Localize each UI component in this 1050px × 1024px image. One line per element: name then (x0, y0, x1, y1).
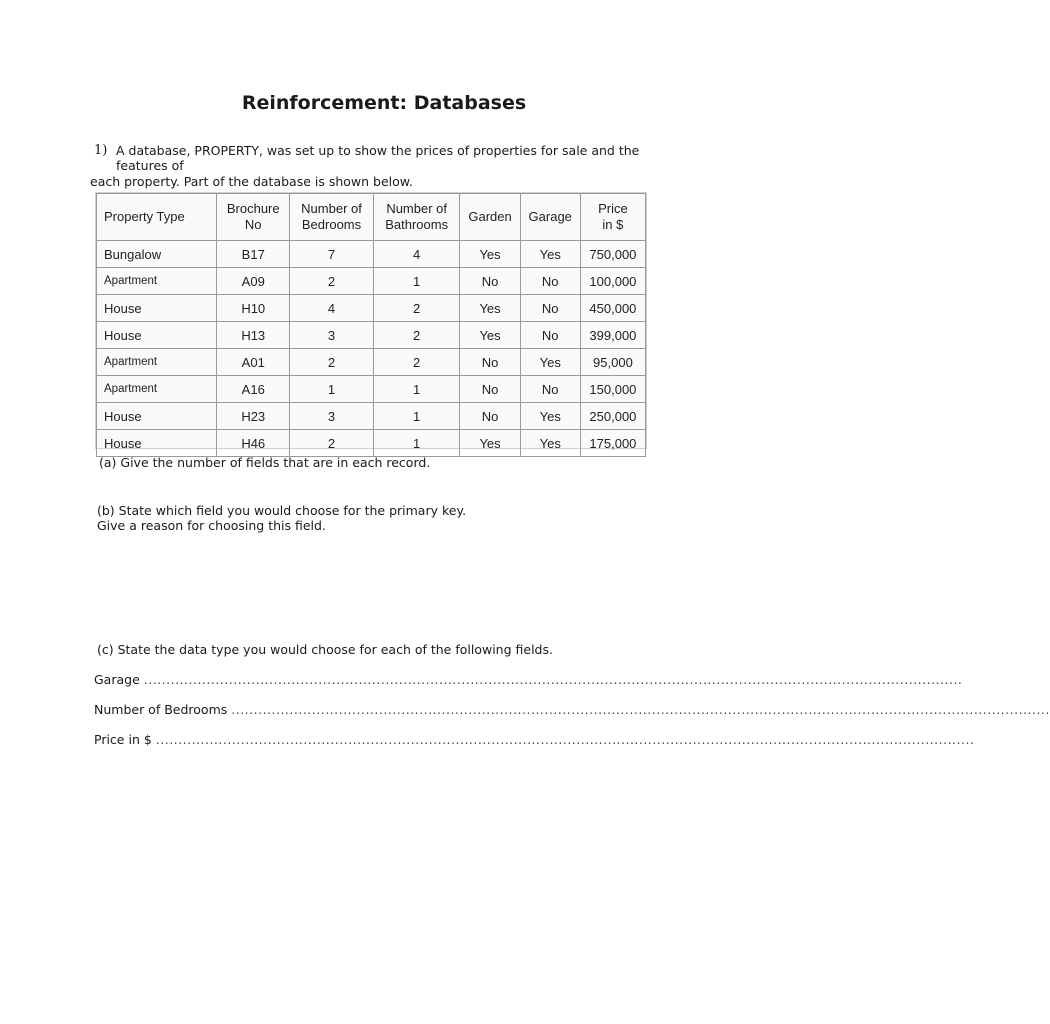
table-cell: No (520, 268, 580, 295)
table-cell: House (97, 295, 217, 322)
table-cell: 4 (373, 241, 460, 268)
table-cell: H46 (217, 430, 290, 457)
table-cell: 2 (290, 430, 374, 457)
property-table-image (95, 192, 647, 449)
table-cell: Yes (520, 430, 580, 457)
table-cell: No (520, 295, 580, 322)
table-row (97, 376, 646, 403)
table-cell: 399,000 (580, 322, 645, 349)
question-text-continued: each property. Part of the database is shown below. (90, 174, 413, 189)
table-cell: No (460, 268, 520, 295)
table-cell: Apartment (97, 376, 217, 403)
table-cell: 450,000 (580, 295, 645, 322)
field-label-bedrooms: Number of Bedrooms (94, 702, 228, 717)
table-cell: House (97, 403, 217, 430)
table-cell: 1 (290, 376, 374, 403)
table-cell: 7 (290, 241, 374, 268)
table-header-row (97, 194, 646, 241)
answer-dots: ....................................................................................................................................................................................... (155, 732, 975, 747)
table-cell: Yes (520, 241, 580, 268)
table-cell: Bungalow (97, 241, 217, 268)
table-cell: 2 (373, 295, 460, 322)
table-cell: No (460, 376, 520, 403)
column-header: Number of Bedrooms (290, 194, 374, 241)
table-cell: House (97, 430, 217, 457)
table-cell: B17 (217, 241, 290, 268)
table-cell: House (97, 322, 217, 349)
column-header: Garage (520, 194, 580, 241)
field-label-garage: Garage (94, 672, 140, 687)
column-header: Price in $ (580, 194, 645, 241)
table-cell: 175,000 (580, 430, 645, 457)
table-cell: 100,000 (580, 268, 645, 295)
table-cell: 4 (290, 295, 374, 322)
property-table (96, 193, 646, 457)
table-cell: A01 (217, 349, 290, 376)
table-row (97, 322, 646, 349)
table-cell: Yes (460, 241, 520, 268)
table-cell: Yes (520, 349, 580, 376)
table-cell: 1 (373, 430, 460, 457)
table-cell: No (460, 349, 520, 376)
table-cell: 150,000 (580, 376, 645, 403)
answer-dots: ....................................................................................................................................................................................... (143, 672, 963, 687)
table-cell: Apartment (97, 349, 217, 376)
table-cell: No (520, 376, 580, 403)
table-row (97, 430, 646, 457)
table-cell: H23 (217, 403, 290, 430)
column-header: Garden (460, 194, 520, 241)
table-cell: 1 (373, 376, 460, 403)
question-number: 1) (94, 143, 108, 158)
table-row (97, 403, 646, 430)
table-cell: 2 (373, 349, 460, 376)
table-cell: No (520, 322, 580, 349)
answer-dots: ....................................................................................................................................................................................... (231, 702, 1050, 717)
part-b-text: (b) State which field you would choose for the primary key. (97, 503, 467, 518)
table-row (97, 241, 646, 268)
table-row (97, 295, 646, 322)
answer-line-price[interactable] (94, 732, 975, 747)
table-cell: Yes (460, 295, 520, 322)
table-cell: 3 (290, 403, 374, 430)
answer-line-bedrooms[interactable] (94, 702, 1050, 717)
table-cell: A09 (217, 268, 290, 295)
table-cell: 2 (290, 349, 374, 376)
table-cell: Apartment (97, 268, 217, 295)
table-cell: Yes (520, 403, 580, 430)
page-title: Reinforcement: Databases (241, 92, 527, 114)
column-header: Number of Bathrooms (373, 194, 460, 241)
table-cell: A16 (217, 376, 290, 403)
table-row (97, 349, 646, 376)
column-header: Brochure No (217, 194, 290, 241)
table-cell: 2 (373, 322, 460, 349)
table-cell: 2 (290, 268, 374, 295)
table-cell: 95,000 (580, 349, 645, 376)
table-cell: Yes (460, 322, 520, 349)
part-b-reason-text: Give a reason for choosing this field. (97, 518, 326, 533)
table-row (97, 268, 646, 295)
table-cell: 250,000 (580, 403, 645, 430)
table-cell: 1 (373, 268, 460, 295)
table-cell: No (460, 403, 520, 430)
table-cell: Yes (460, 430, 520, 457)
table-cell: 750,000 (580, 241, 645, 268)
table-cell: 1 (373, 403, 460, 430)
field-label-price: Price in $ (94, 732, 152, 747)
table-cell: 3 (290, 322, 374, 349)
column-header: Property Type (97, 194, 217, 241)
part-a-text: (a) Give the number of fields that are in each record. (99, 455, 431, 470)
question-text: A database, PROPERTY, was set up to show the prices of properties for sale and the features of (116, 143, 640, 173)
table-cell: H10 (217, 295, 290, 322)
table-cell: H13 (217, 322, 290, 349)
part-c-text: (c) State the data type you would choose for each of the following fields. (97, 642, 553, 657)
answer-line-garage[interactable] (94, 672, 963, 687)
